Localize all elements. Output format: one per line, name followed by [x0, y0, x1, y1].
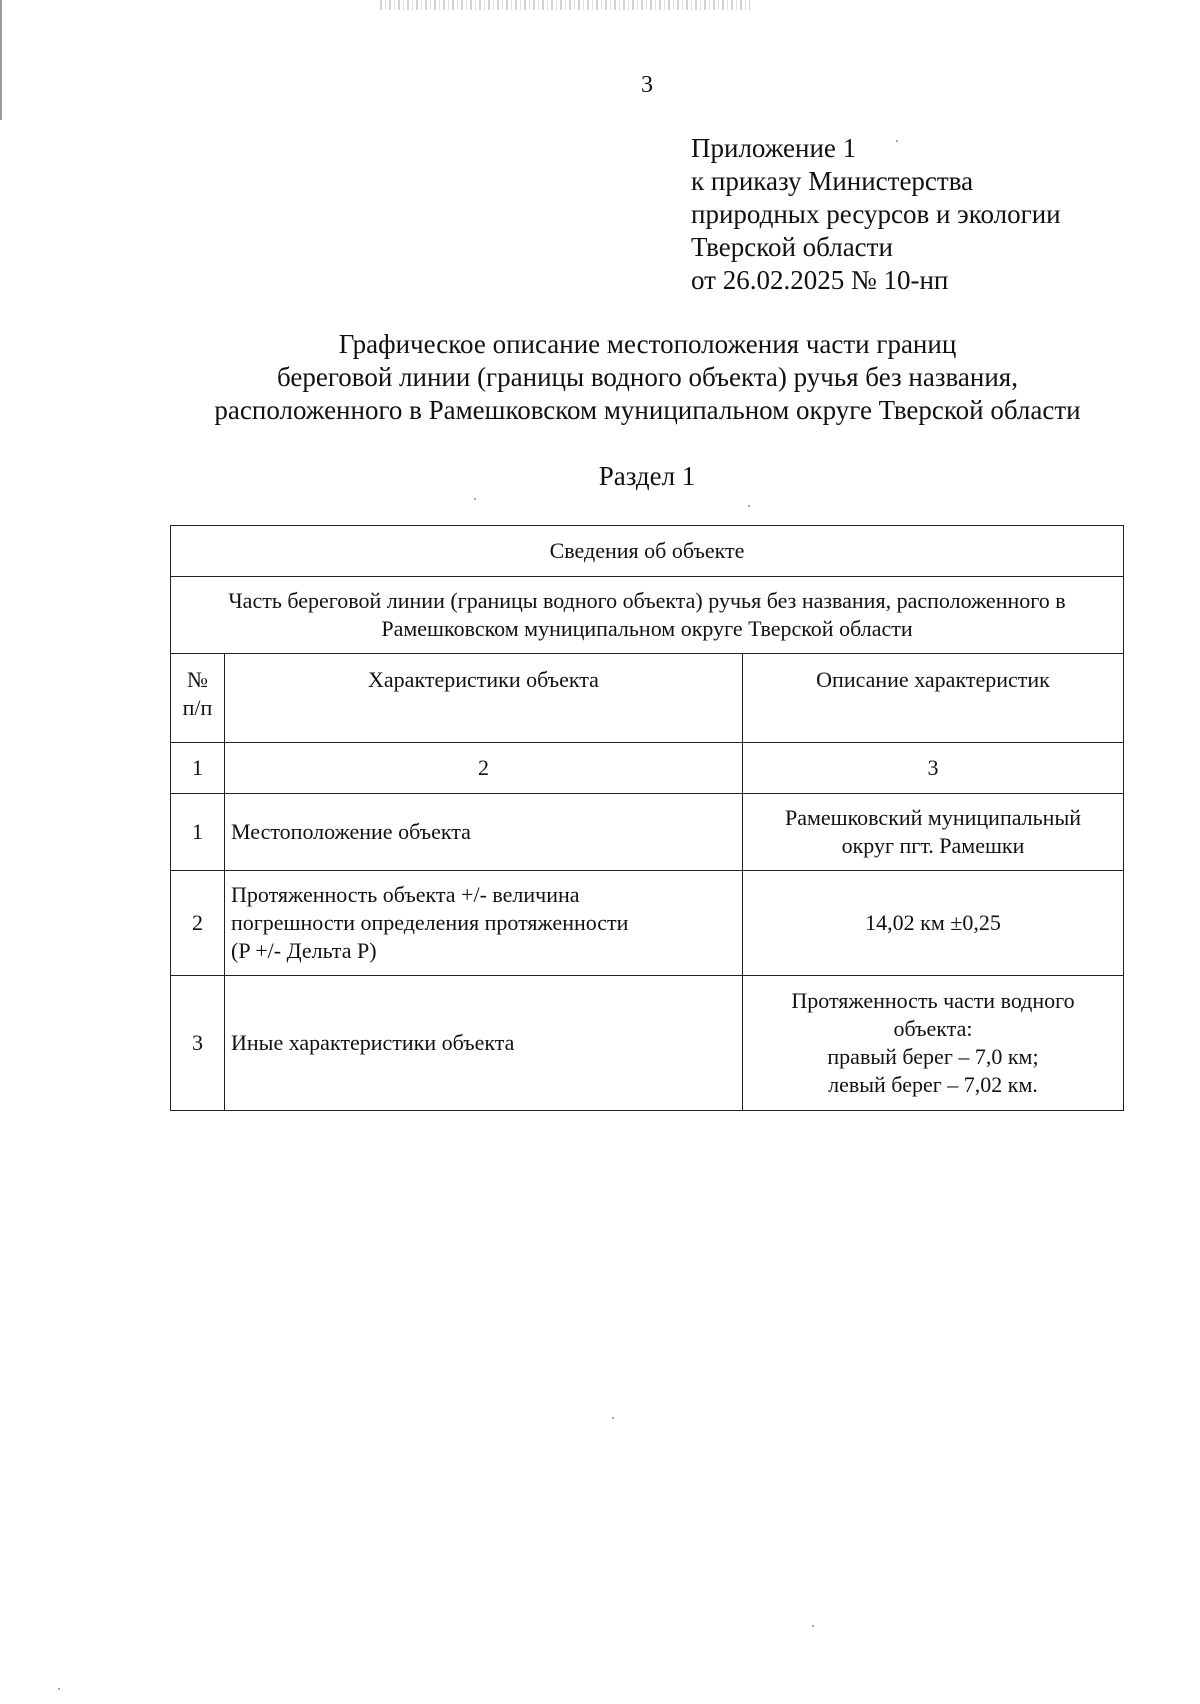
characteristic-cell	[225, 976, 743, 1111]
column-header-number	[171, 654, 225, 743]
object-name-cell	[171, 577, 1124, 654]
scan-speck	[748, 505, 750, 507]
document-title	[120, 328, 1175, 427]
column-header-characteristics: Характеристики объекта	[225, 654, 743, 743]
description-line: правый берег – 7,0 км;	[827, 1044, 1039, 1069]
scan-speck	[474, 498, 476, 500]
scan-noise	[380, 0, 750, 10]
characteristic-line: (P +/- Дельта P)	[231, 938, 377, 963]
column-header-number-line: п/п	[182, 695, 213, 720]
description-line: Протяженность части водного	[791, 988, 1075, 1013]
table-header-cell: Сведения об объекте	[171, 526, 1124, 577]
column-number-cell: 3	[743, 743, 1124, 794]
description-cell	[743, 871, 1124, 976]
row-number-cell: 3	[171, 976, 225, 1111]
description-cell	[743, 794, 1124, 871]
row-number-cell: 1	[171, 794, 225, 871]
column-number-cell: 2	[225, 743, 743, 794]
column-number-cell: 1	[171, 743, 225, 794]
appendix-line: от 26.02.2025 № 10-нп	[691, 265, 949, 295]
scan-speck	[896, 140, 898, 142]
row-number-cell: 2	[171, 871, 225, 976]
object-info-table	[170, 525, 1124, 1111]
appendix-block	[691, 132, 1061, 297]
description-line: 14,02 км ±0,25	[865, 910, 1001, 935]
table-row	[171, 871, 1124, 976]
table-header-row	[171, 526, 1124, 577]
object-name-line: Часть береговой линии (границы водного объекта) ручья без названия, расположенного в	[228, 588, 1066, 613]
table-row	[171, 794, 1124, 871]
description-line: Рамешковский муниципальный	[784, 805, 1082, 830]
object-name-row	[171, 577, 1124, 654]
section-title: Раздел 1	[598, 461, 696, 491]
characteristic-line: Иные характеристики объекта	[231, 1030, 515, 1055]
appendix-line: Тверской области	[691, 232, 893, 262]
appendix-line: к приказу Министерства	[691, 166, 974, 196]
scan-speck	[58, 1688, 60, 1690]
description-line: левый берег – 7,02 км.	[828, 1072, 1038, 1097]
title-line: расположенного в Рамешковском муниципальном округе Тверской области	[214, 395, 1081, 425]
column-header-number-line: №	[187, 667, 208, 692]
column-header-row	[171, 654, 1124, 743]
scan-speck	[812, 1625, 814, 1627]
appendix-line: природных ресурсов и экологии	[691, 199, 1061, 229]
characteristic-line: погрешности определения протяженности	[231, 910, 629, 935]
description-cell	[743, 976, 1124, 1111]
column-header-description: Описание характеристик	[743, 654, 1124, 743]
description-line: округ пгт. Рамешки	[841, 833, 1025, 858]
title-line: береговой линии (границы водного объекта) ручья без названия,	[277, 362, 1018, 392]
characteristic-line: Протяженность объекта +/- величина	[231, 882, 580, 907]
title-line: Графическое описание местоположения части границ	[338, 329, 957, 359]
page-number: 3	[641, 72, 653, 98]
column-number-row	[171, 743, 1124, 794]
object-name-line: Рамешковском муниципальном округе Тверской области	[381, 616, 913, 641]
scan-speck	[612, 1417, 614, 1419]
appendix-line: Приложение 1	[691, 133, 857, 163]
characteristic-cell	[225, 794, 743, 871]
table-row	[171, 976, 1124, 1111]
scan-edge-line	[0, 0, 2, 120]
characteristic-line: Местоположение объекта	[231, 819, 471, 844]
characteristic-cell	[225, 871, 743, 976]
description-line: объекта:	[893, 1016, 973, 1041]
